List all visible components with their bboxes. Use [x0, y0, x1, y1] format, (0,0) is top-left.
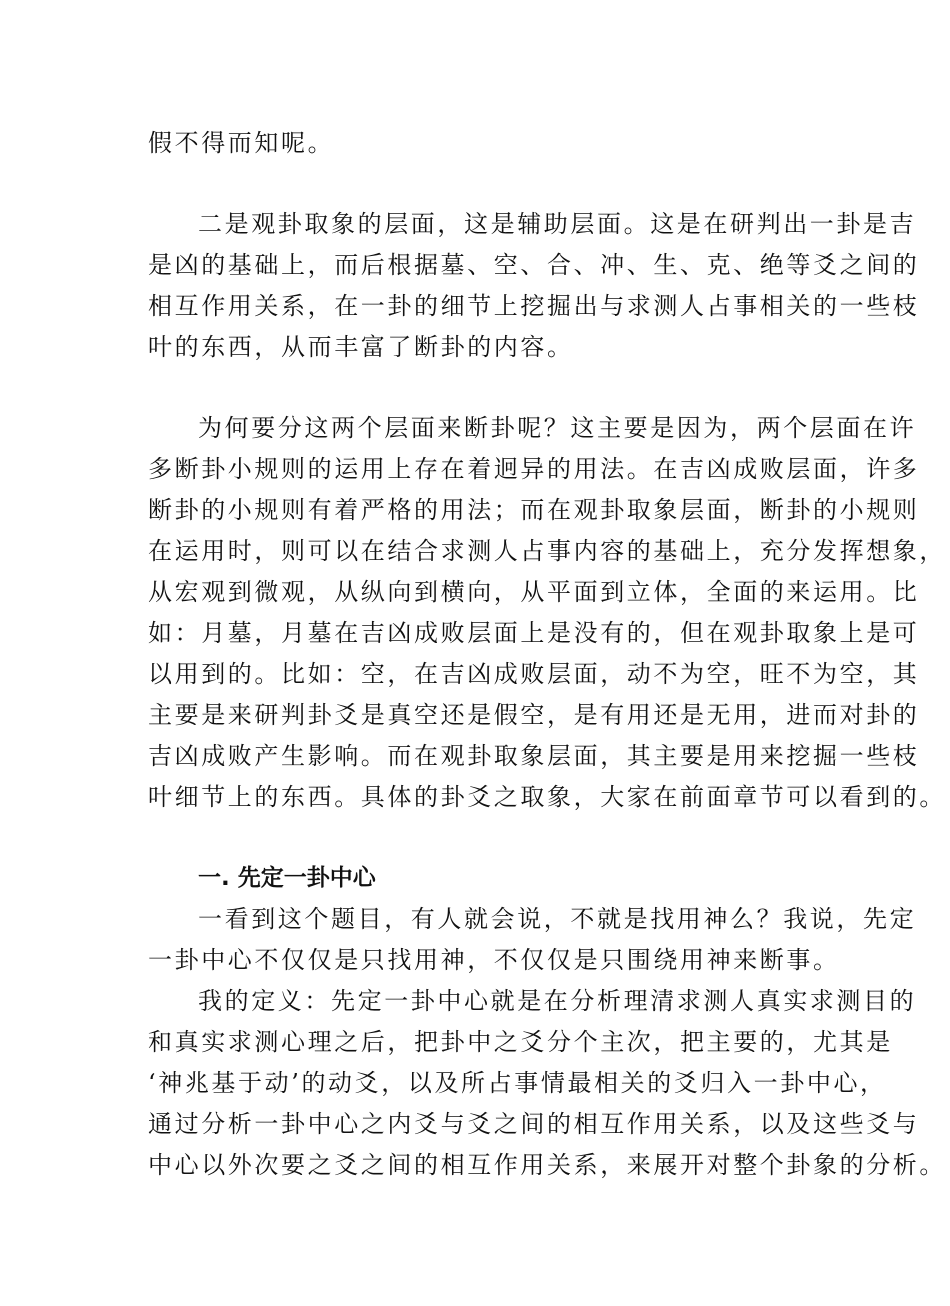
text-line: 叶的东西，从而丰富了断卦的内容。 [148, 333, 574, 361]
text-line: 吉凶成败产生影响。而在观卦取象层面，其主要是用来挖掘一些枝 [148, 742, 920, 770]
text-line: 以用到的。比如：空，在吉凶成败层面，动不为空，旺不为空，其 [148, 660, 920, 688]
text-line: 从宏观到微观，从纵向到横向，从平面到立体，全面的来运用。比 [148, 578, 920, 606]
text-line: 主要是来研判卦爻是真空还是假空，是有用还是无用，进而对卦的 [148, 701, 920, 729]
text-line: 一卦中心不仅仅是只找用神，不仅仅是只围绕用神来断事。 [148, 946, 840, 974]
text-line: 一看到这个题目，有人就会说，不就是找用神么？我说，先定 [198, 905, 917, 933]
text-line: 假不得而知呢。 [148, 129, 335, 157]
text-line: 和真实求测心理之后，把卦中之爻分个主次，把主要的，尤其是 [148, 1028, 893, 1056]
text-line: 多断卦小规则的运用上存在着迥异的用法。在吉凶成败层面，许多 [148, 455, 920, 483]
text-line: 为何要分这两个层面来断卦呢？这主要是因为，两个层面在许 [198, 414, 917, 442]
text-line: 通过分析一卦中心之内爻与爻之间的相互作用关系，以及这些爻与 [148, 1110, 920, 1138]
text-line: 中心以外次要之爻之间的相互作用关系，来展开对整个卦象的分析。 [148, 1151, 946, 1179]
text-line: 如：月墓，月墓在吉凶成败层面上是没有的，但在观卦取象上是可 [148, 619, 920, 647]
text-line: 断卦的小规则有着严格的用法；而在观卦取象层面，断卦的小规则 [148, 496, 920, 524]
text-line: 二是观卦取象的层面，这是辅助层面。这是在研判出一卦是吉 [198, 210, 917, 238]
text-line: 相互作用关系，在一卦的细节上挖掘出与求测人占事相关的一些枝 [148, 292, 920, 320]
section-heading: 一. 先定一卦中心 [198, 865, 376, 891]
text-line: 我的定义：先定一卦中心就是在分析理清求测人真实求测目的 [198, 987, 917, 1015]
text-line: 在运用时，则可以在结合求测人占事内容的基础上，充分发挥想象， [148, 537, 946, 565]
text-line: 叶细节上的东西。具体的卦爻之取象，大家在前面章节可以看到的。 [148, 783, 946, 811]
text-line: 是凶的基础上，而后根据墓、空、合、冲、生、克、绝等爻之间的 [148, 251, 920, 279]
text-line: ‘神兆基于动’的动爻，以及所占事情最相关的爻归入一卦中心， [148, 1069, 887, 1097]
